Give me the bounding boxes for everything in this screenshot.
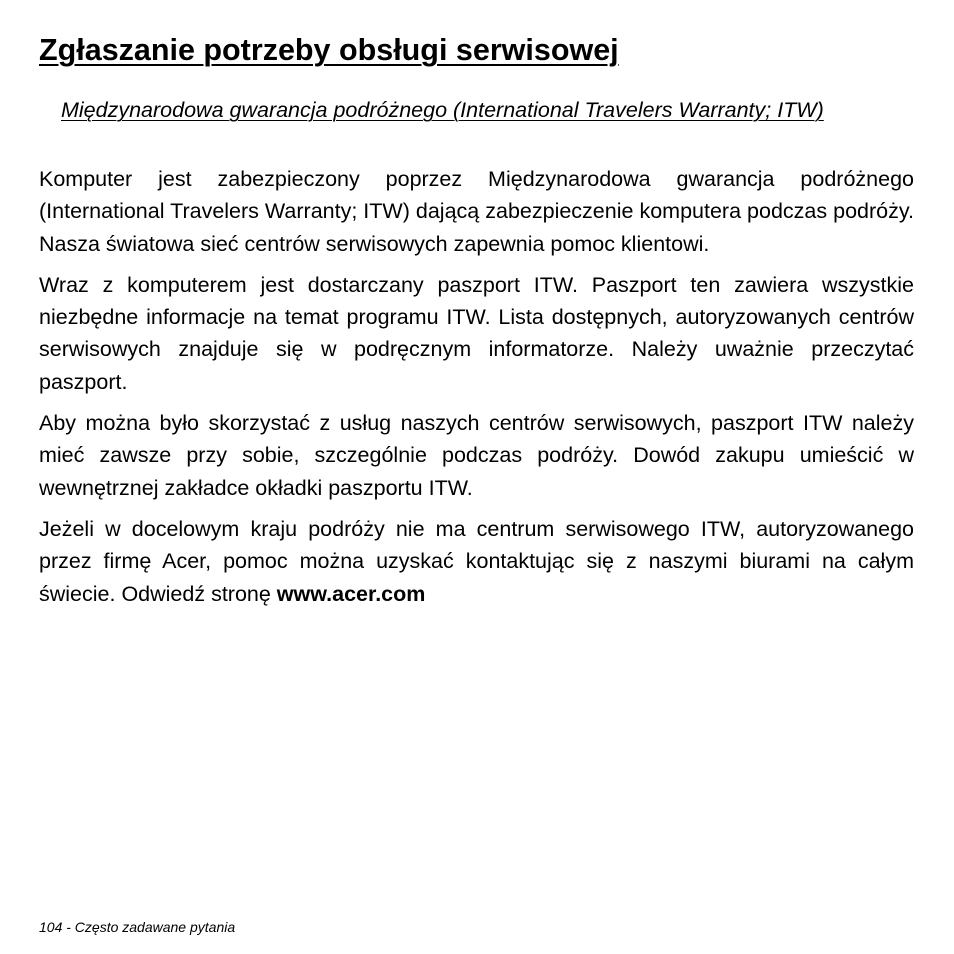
page-title: Zgłaszanie potrzeby obsługi serwisowej [39, 33, 619, 67]
body-text [39, 163, 914, 619]
paragraph-itw-usage: Aby można było skorzystać z usług naszych centrów serwisowych, paszport ITW należy mieć zawsze przy sobie, szczególnie podczas podróży. Dowód zakupu umieścić w wewnętrznej zakładce okładki paszportu ITW. [39, 411, 914, 500]
paragraph-itw-contact [39, 513, 914, 610]
acer-website-link[interactable]: www.acer.com [276, 581, 426, 606]
paragraph-itw-contact-text: Jeżeli w docelowym kraju podróży nie ma centrum serwisowego ITW, autoryzowanego przez firmę Acer, pomoc można uzyskać kontaktując się z naszymi biurami na całym świecie. Odwiedź stronę [39, 516, 914, 606]
paragraph-itw-intro: Komputer jest zabezpieczony poprzez Międzynarodowa gwarancja podróżnego (International Travelers Warranty; ITW) dającą zabezpieczenie komputera podczas podróży. Nasza światowa sieć centrów serwisowych zapewnia pomoc klientowi. [39, 167, 914, 256]
section-heading: Międzynarodowa gwarancja podróżnego (International Travelers Warranty; ITW) [61, 98, 824, 122]
page-footer: 104 - Często zadawane pytania [39, 919, 236, 935]
paragraph-itw-passport: Wraz z komputerem jest dostarczany paszport ITW. Paszport ten zawiera wszystkie niezbędne informacje na temat programu ITW. Lista dostępnych, autoryzowanych centrów serwisowych znajduje się w podręcznym informatorze. Należy uważnie przeczytać paszport. [39, 272, 914, 394]
